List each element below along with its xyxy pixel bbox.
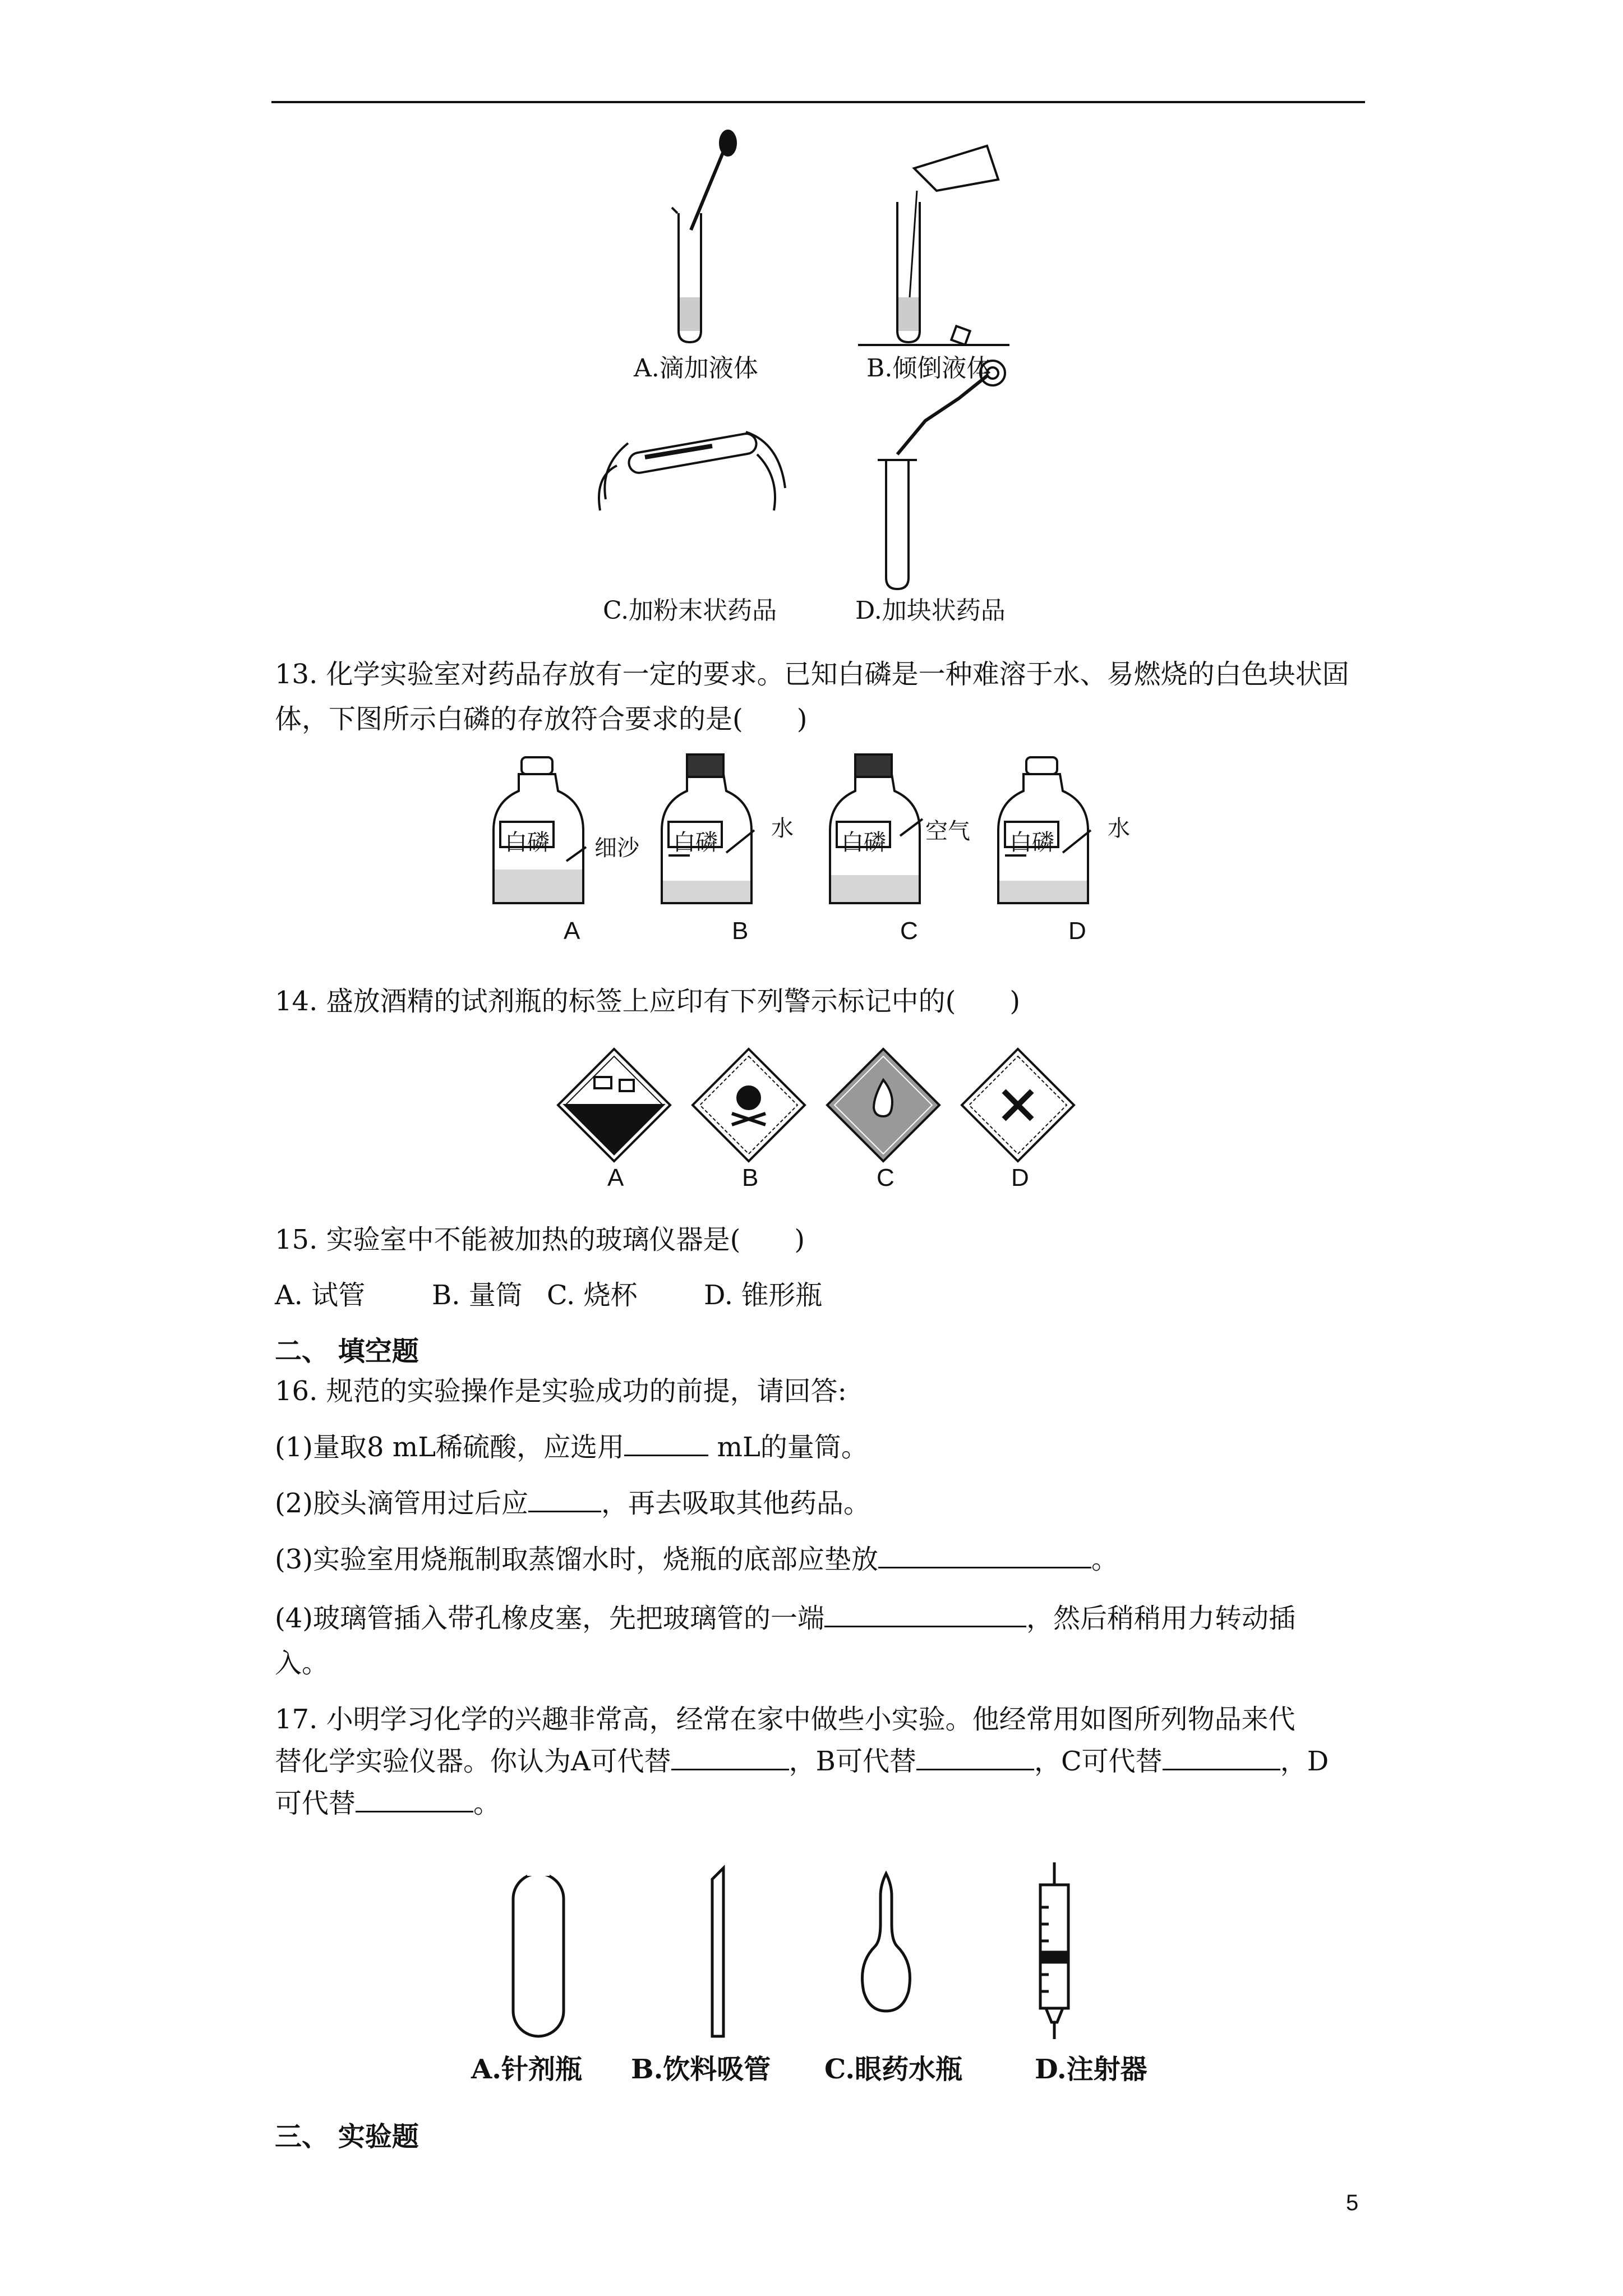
q16-part2-text-b: ，再去吸取其他药品。 xyxy=(601,1488,871,1519)
q16-part3-text-a: (3)实验室用烧瓶制取蒸馏水时，烧瓶的底部应垫放 xyxy=(275,1544,878,1575)
bottle-d-letter: D xyxy=(1068,917,1086,945)
q17-figure xyxy=(494,1862,1166,2042)
corrosive-icon xyxy=(558,1049,670,1161)
q16-part3-text-b: 。 xyxy=(1091,1544,1119,1575)
q16-stem: 16. 规范的实验操作是实验成功的前提，请回答: xyxy=(275,1375,847,1407)
bottle-b-letter: B xyxy=(732,917,749,945)
q17-caption-c: C.眼药水瓶 xyxy=(824,2054,963,2085)
adding-block-solid-icon xyxy=(878,361,1005,589)
sign-d-letter: D xyxy=(1011,1164,1029,1191)
bottle-a-label: 白磷 xyxy=(505,830,550,855)
bottle-c-note: 空气 xyxy=(925,818,970,844)
q16-blank-4[interactable] xyxy=(824,1603,1026,1627)
sign-c-letter: C xyxy=(877,1164,895,1191)
q17-caption-b: B.饮料吸管 xyxy=(631,2054,771,2085)
q16-part4-text-b: ，然后稍稍用力转动插 xyxy=(1026,1603,1296,1634)
drinking-straw-icon xyxy=(712,1868,723,2036)
q16-part3 xyxy=(275,1537,1368,1582)
q16-part2-text-a: (2)胶头滴管用过后应 xyxy=(275,1488,528,1519)
q17-line1: 17. 小明学习化学的兴趣非常高，经常在家中做些小实验。他经常用如图所列物品来代 xyxy=(275,1704,1295,1735)
q15-option-a: A. 试管 xyxy=(275,1280,366,1311)
adding-powder-icon xyxy=(599,432,785,510)
q16-part4-cont: 入。 xyxy=(275,1648,329,1679)
q12-caption-c: C.加粉末状药品 xyxy=(603,596,777,625)
flammable-flame-icon xyxy=(827,1049,939,1161)
q13-text: 13. 化学实验室对药品存放有一定的要求。已知白磷是一种难溶于水、易燃烧的白色块状固体，下图所示白磷的存放符合要求的是( ) xyxy=(275,659,1349,735)
q16-part1-text-b: mL的量筒。 xyxy=(708,1432,868,1463)
q16-part1-text-a: (1)量取8 mL稀硫酸，应选用 xyxy=(275,1432,625,1463)
q16-blank-2[interactable] xyxy=(528,1488,601,1512)
q17-blank-b[interactable] xyxy=(916,1746,1034,1770)
section-experiment-title: 三、 实验题 xyxy=(275,2121,419,2152)
bottle-c-letter: C xyxy=(900,917,918,945)
q12-caption-b: B.倾倒液体 xyxy=(866,354,992,383)
q15-option-b: B. 量筒 xyxy=(432,1280,523,1311)
q17-blank-d[interactable] xyxy=(356,1788,473,1812)
bottle-b-label: 白磷 xyxy=(673,830,718,855)
q15-option-c: C. 烧杯 xyxy=(547,1280,638,1311)
q17-line3 xyxy=(275,1781,1368,1826)
pouring-liquid-icon xyxy=(858,146,1009,345)
q17-text-f: 。 xyxy=(473,1788,501,1819)
q16-part4-text-a: (4)玻璃管插入带孔橡皮塞，先把玻璃管的一端 xyxy=(275,1603,824,1634)
q15-text: 15. 实验室中不能被加热的玻璃仪器是( ) xyxy=(275,1224,805,1255)
q17-caption-d: D.注射器 xyxy=(1035,2054,1147,2085)
sign-a-letter: A xyxy=(607,1164,624,1191)
q17-line2 xyxy=(275,1739,1368,1784)
q12-caption-a: A.滴加液体 xyxy=(634,354,758,383)
q16-part2 xyxy=(275,1481,1368,1526)
q16-part1 xyxy=(275,1425,1368,1470)
q16-blank-1[interactable] xyxy=(624,1432,708,1456)
q17-text-a: 替化学实验仪器。你认为A可代替 xyxy=(275,1746,671,1777)
bottle-b-note: 水 xyxy=(771,816,794,841)
q17-text-c: ，C可代替 xyxy=(1034,1746,1163,1777)
injection-vial-icon xyxy=(513,1874,564,2036)
q15-option-d: D. 锥形瓶 xyxy=(704,1280,823,1311)
q14-text: 14. 盛放酒精的试剂瓶的标签上应印有下列警示标记中的( ) xyxy=(275,986,1021,1017)
q17-blank-c[interactable] xyxy=(1163,1746,1280,1770)
bottle-d-label: 白磷 xyxy=(1009,830,1054,855)
section-fill-blank-title: 二、 填空题 xyxy=(275,1336,419,1367)
q16-part4 xyxy=(275,1596,1368,1641)
sign-b-letter: B xyxy=(742,1164,759,1191)
q17-text-b: ，B可代替 xyxy=(789,1746,916,1777)
q17-text-e: 可代替 xyxy=(275,1788,356,1819)
dropper-test-tube-icon xyxy=(672,131,736,342)
harmful-x-icon xyxy=(962,1049,1074,1161)
header-rule xyxy=(271,101,1365,103)
q17-caption-a: A.针剂瓶 xyxy=(471,2054,582,2085)
bottle-c-label: 白磷 xyxy=(841,830,886,855)
q12-caption-d: D.加块状药品 xyxy=(855,596,1006,625)
bottle-a-note: 细沙 xyxy=(594,835,639,861)
syringe-icon xyxy=(1040,1862,1068,2039)
page-number: 5 xyxy=(1346,2191,1359,2215)
q17-blank-a[interactable] xyxy=(671,1746,789,1770)
q16-blank-3[interactable] xyxy=(878,1544,1091,1568)
q17-text-d: ，D xyxy=(1280,1746,1329,1777)
toxic-skull-icon xyxy=(693,1049,805,1161)
bottle-a-letter: A xyxy=(564,917,580,945)
eye-drop-bottle-icon xyxy=(863,1874,910,2011)
q14-signs-figure xyxy=(555,1046,1082,1164)
bottle-d-note: 水 xyxy=(1108,816,1130,841)
